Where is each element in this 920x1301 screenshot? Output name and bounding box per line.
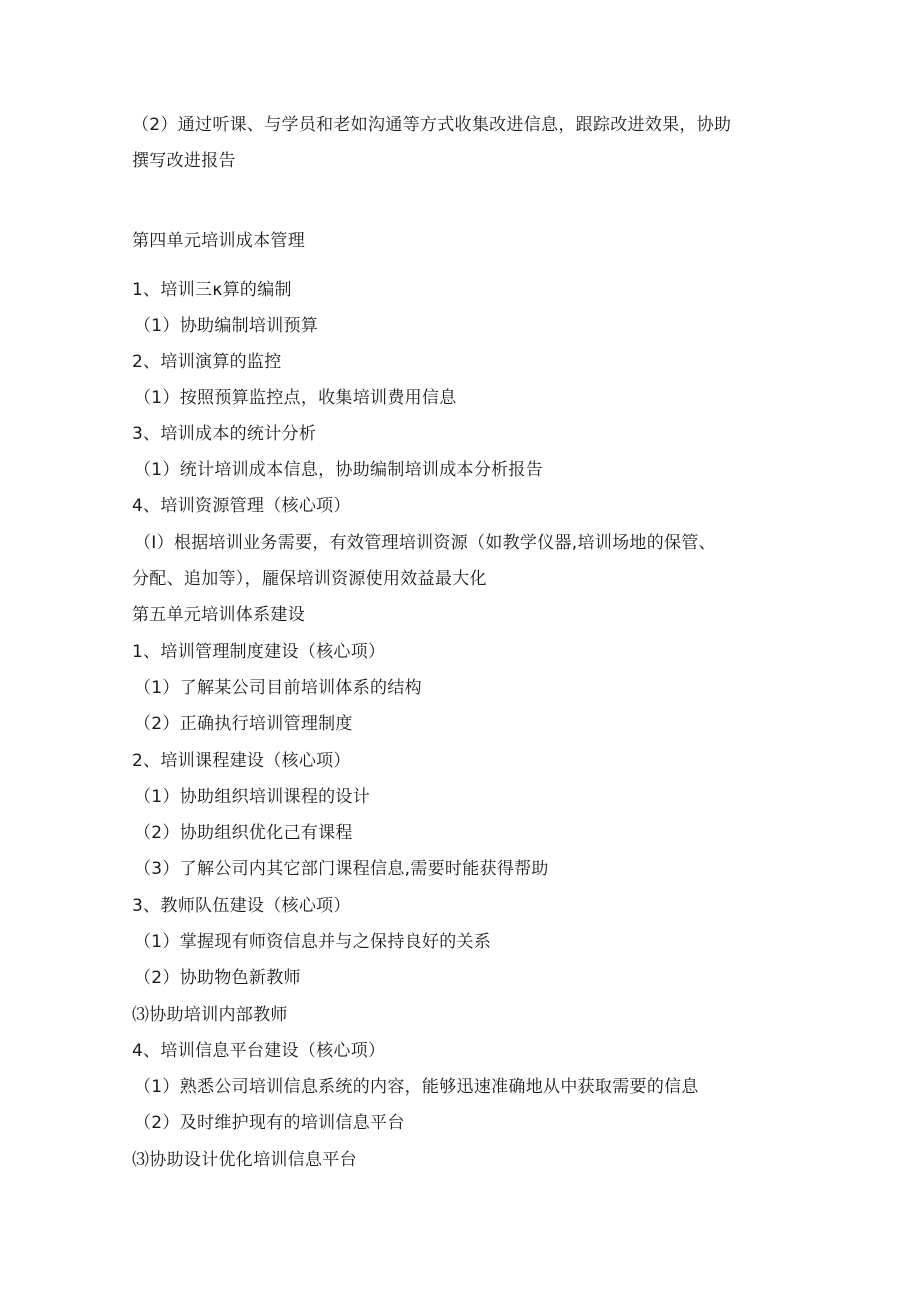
sub-item: （I）根据培训业务需要，有效管理培训资源（如教学仪器,培训场地的保管、	[134, 533, 716, 553]
sub-item: （1）协助组织培训课程的设计	[134, 787, 371, 807]
sub-item: （1）掌握现有师资信息并与之保持良好的关系	[134, 932, 492, 952]
item-heading: 2、培训演算的监控	[132, 352, 282, 372]
item-heading: 1、培训三κ算的编制	[132, 280, 292, 300]
sub-item: （1）按照预算监控点，收集培训费用信息	[134, 388, 457, 408]
section-heading-unit-5: 第五单元培训体系建设	[132, 605, 305, 625]
paragraph-line: 撰写改进报告	[132, 151, 236, 171]
sub-item: （1）协助编制培训预算	[134, 316, 319, 336]
sub-item: （1）了解某公司目前培训体系的结构	[134, 678, 422, 698]
item-heading: 1、培训管理制度建设（核心项）	[132, 642, 386, 662]
item-heading: 3、教师队伍建设（核心项）	[132, 896, 351, 916]
paragraph-line: （2）通过听课、与学员和老如沟通等方式收集改进信息，跟踪改进效果，协助	[132, 115, 732, 135]
sub-item: ⑶协助培训内部教师	[132, 1005, 288, 1025]
sub-item: （2）及时维护现有的培训信息平台	[134, 1113, 405, 1133]
sub-item: （1）熟悉公司培训信息系统的内容，能够迅速准确地从中获取需要的信息	[134, 1077, 699, 1097]
sub-item: （1）统计培训成本信息，协助编制培训成本分析报告	[134, 460, 544, 480]
item-heading: 3、培训成本的统计分析	[132, 424, 317, 444]
sub-item: （3）了解公司内其它部门课程信息,需要时能获得帮助	[134, 859, 549, 879]
item-heading: 4、培训资源管理（核心项）	[132, 496, 351, 516]
item-heading: 4、培训信息平台建设（核心项）	[132, 1041, 386, 1061]
section-heading-unit-4: 第四单元培训成本管理	[132, 231, 305, 251]
sub-item: ⑶协助设计优化培训信息平台	[132, 1150, 357, 1170]
sub-item: （2）正确执行培训管理制度	[134, 714, 353, 734]
sub-item-continued: 分配、追加等），龎保培训资源使用效益最大化	[132, 569, 487, 589]
item-heading: 2、培训课程建设（核心项）	[132, 751, 351, 771]
sub-item: （2）协助物色新教师	[134, 968, 301, 988]
sub-item: （2）协助组织优化己有课程	[134, 823, 353, 843]
